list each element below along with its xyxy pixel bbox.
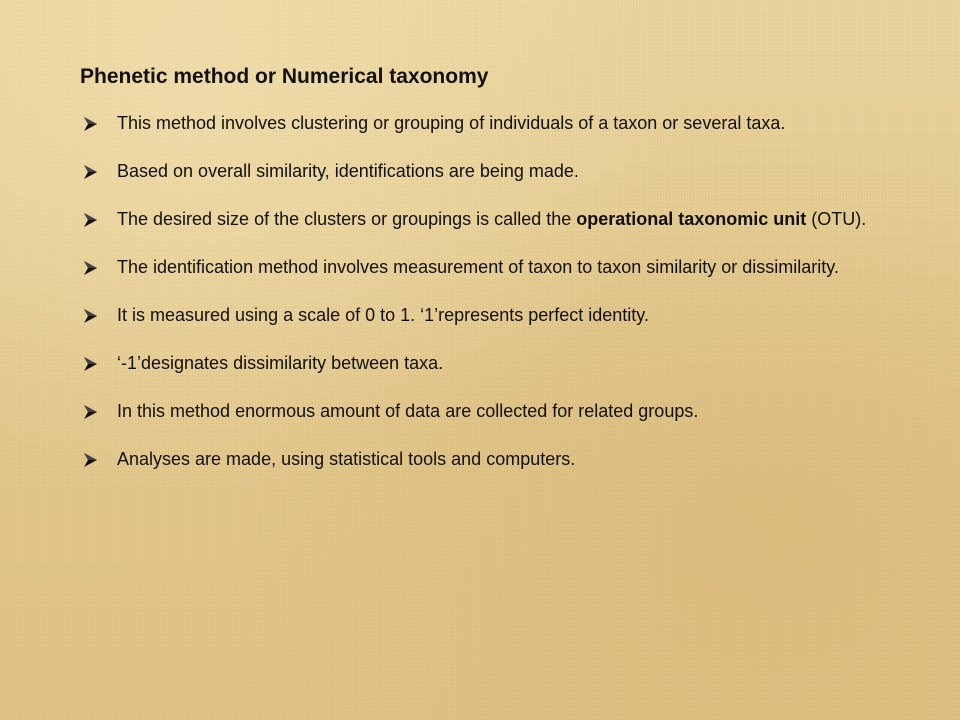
bullet-text [117,305,649,325]
bullet-text-segment: Analyses are made, using statistical tools and computers. [117,449,576,469]
arrowhead-bullet-icon [82,164,98,180]
bullet-text-bold-segment: operational taxonomic unit [576,209,807,229]
bullet-item [80,158,870,185]
bullet-text [117,353,443,373]
bullet-item [80,350,870,377]
bullet-text [117,113,785,133]
bullet-item [80,398,870,425]
bullet-text-segment: The identification method involves measurement of taxon to taxon similarity or dissimilarity. [117,257,839,277]
bullet-text [117,161,579,181]
bullet-text-segment: (OTU). [806,209,867,229]
bullet-text-segment: Based on overall similarity, identifications are being made. [117,161,579,181]
bullet-item [80,110,870,137]
arrowhead-bullet-icon [82,212,98,228]
bullet-text-segment: In this method enormous amount of data are collected for related groups. [117,401,699,421]
bullet-text-segment: This method involves clustering or grouping of individuals of a taxon or several taxa. [117,113,786,133]
arrowhead-bullet-icon [82,260,98,276]
bullet-list [80,110,870,473]
bullet-text-segment: The desired size of the clusters or groupings is called the [117,209,577,229]
slide-content [80,64,870,494]
bullet-text [117,209,866,229]
bullet-item [80,302,870,329]
arrowhead-bullet-icon [82,356,98,372]
bullet-item [80,206,870,233]
bullet-text-segment: ‘-1’designates dissimilarity between taxa. [117,353,444,373]
arrowhead-bullet-icon [82,308,98,324]
bullet-item [80,254,870,281]
arrowhead-bullet-icon [82,452,98,468]
bullet-item [80,446,870,473]
arrowhead-bullet-icon [82,116,98,132]
slide-title: Phenetic method or Numerical taxonomy [80,65,489,88]
bullet-text [117,449,575,469]
bullet-text [117,257,839,277]
bullet-text-segment: It is measured using a scale of 0 to 1. ‘1’represents perfect identity. [117,305,649,325]
arrowhead-bullet-icon [82,404,98,420]
bullet-text [117,401,698,421]
